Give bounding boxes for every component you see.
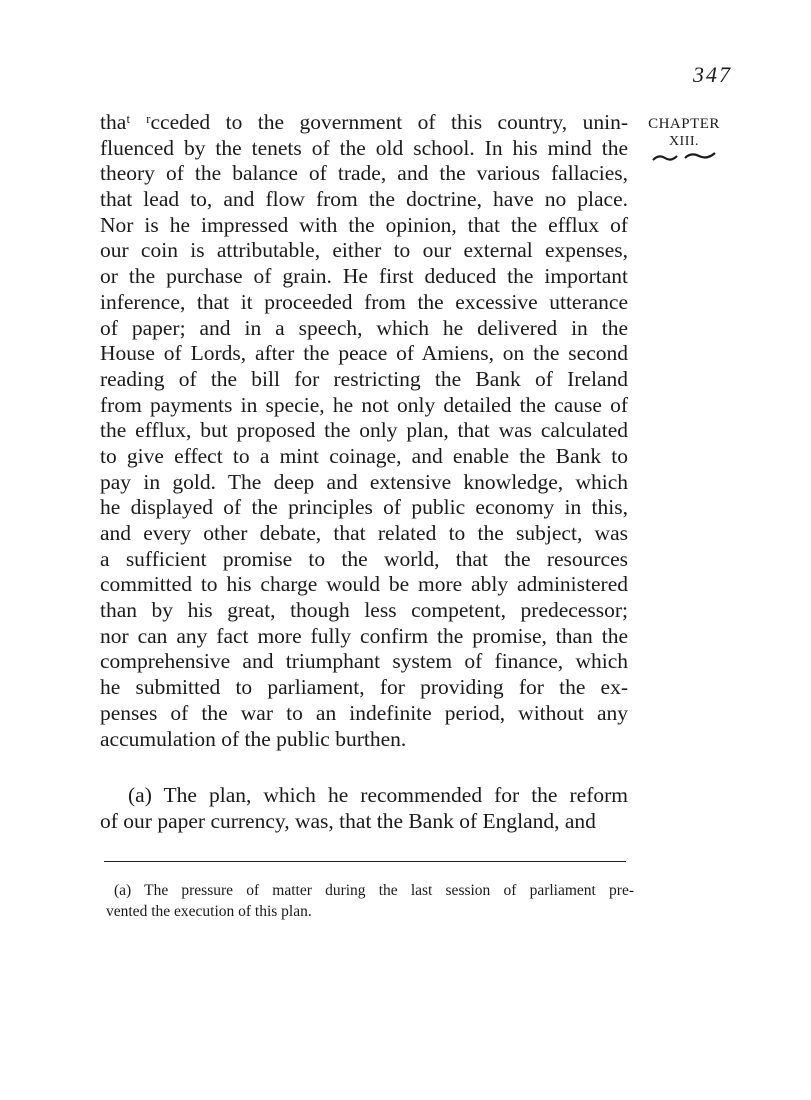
text-line: our coin is attributable, either to our external expenses, xyxy=(100,238,628,263)
text-line: than by his great, though less competent, predecessor; xyxy=(100,598,628,623)
text-line: thaᵗ ʳcceded to the government of this country, unin- xyxy=(100,110,628,134)
ornament-flourish-icon xyxy=(649,150,719,164)
text-line: Nor is he impressed with the opinion, that the efflux of xyxy=(100,212,628,237)
text-line: (a) The plan, which he recommended for the reform xyxy=(128,783,628,807)
text-line: and every other debate, that related to the subject, was xyxy=(100,521,628,545)
text-line: that lead to, and flow from the doctrine, have no place. xyxy=(100,187,628,212)
main-paragraph xyxy=(100,110,628,752)
text-line: of paper; and in a speech, which he delivered in the xyxy=(100,315,628,340)
text-line: (a) The pressure of matter during the last session of parliament pre- xyxy=(114,882,634,899)
text-line: penses of the war to an indefinite period, without any xyxy=(100,700,628,725)
text-line: the efflux, but proposed the only plan, that was calculated xyxy=(100,418,628,443)
chapter-label: CHAPTER xyxy=(648,116,720,132)
chapter-margin-note xyxy=(634,114,734,164)
text-line: fluenced by the tenets of the old school. In his mind the xyxy=(100,135,628,160)
text-line: he submitted to parliament, for providing for the ex- xyxy=(100,675,628,700)
text-line: nor can any fact more fully confirm the promise, than the xyxy=(100,623,628,648)
footnote xyxy=(106,880,634,922)
text-line: of our paper currency, was, that the Bank of England, and xyxy=(100,808,596,833)
text-line: to give effect to a mint coinage, and enable the Bank to xyxy=(100,443,628,468)
text-line: vented the execution of this plan. xyxy=(106,903,312,920)
text-line: accumulation of the public burthen. xyxy=(100,726,407,751)
text-line: committed to his charge would be more ably administered xyxy=(100,572,628,597)
text-line: he displayed of the principles of public economy in this, xyxy=(100,495,628,520)
text-line: or the purchase of grain. He first deduced the important xyxy=(100,264,628,289)
text-line: theory of the balance of trade, and the various fallacies, xyxy=(100,161,628,186)
text-line: inference, that it proceeded from the excessive utterance xyxy=(100,289,628,314)
text-line: reading of the bill for restricting the Bank of Ireland xyxy=(100,366,628,391)
page-number: 347 xyxy=(693,62,732,87)
text-line: House of Lords, after the peace of Amiens, on the second xyxy=(100,341,628,366)
text-line: a sufficient promise to the world, that the resources xyxy=(100,546,628,571)
chapter-number: XIII. xyxy=(668,134,700,149)
footnote-rule xyxy=(104,861,626,862)
text-line: pay in gold. The deep and extensive knowledge, which xyxy=(100,469,628,494)
text-line: comprehensive and triumphant system of finance, which xyxy=(100,649,628,674)
second-paragraph xyxy=(100,783,628,834)
text-line: from payments in specie, he not only detailed the cause of xyxy=(100,392,628,417)
